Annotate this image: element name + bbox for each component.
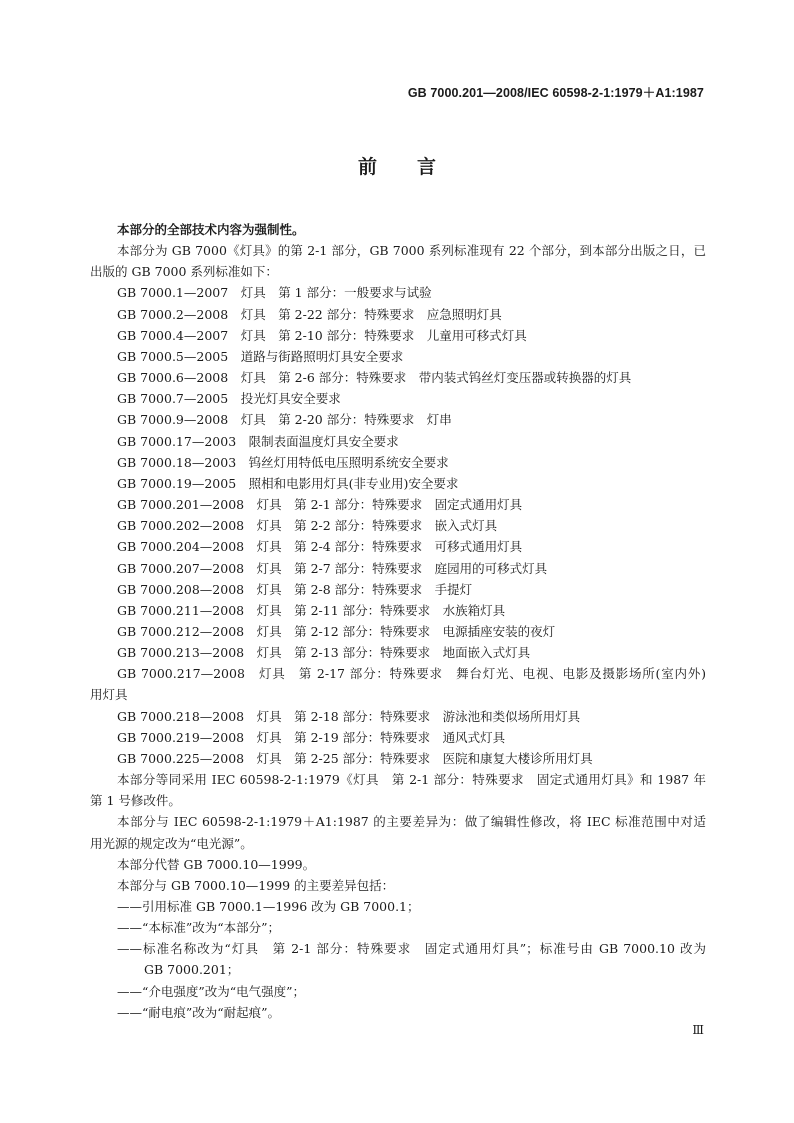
standard-item: GB 7000.219—2008 灯具 第 2-19 部分：特殊要求 通风式灯具: [117, 729, 506, 745]
standard-item: GB 7000.5—2005 道路与街路照明灯具安全要求: [117, 348, 404, 364]
standard-item: GB 7000.201—2008 灯具 第 2-1 部分：特殊要求 固定式通用灯具: [117, 497, 523, 513]
standard-item: GB 7000.212—2008 灯具 第 2-12 部分：特殊要求 电源插座安装的夜灯: [117, 623, 556, 639]
standard-item: GB 7000.204—2008 灯具 第 2-4 部分：特殊要求 可移式通用灯具: [117, 539, 523, 555]
adoption-paragraph-line1: 本部分等同采用 IEC 60598-2-1:1979《灯具 第 2-1 部分：特殊要求 固定式通用灯具》和 1987 年: [117, 772, 706, 788]
standard-item-217-line1: GB 7000.217—2008 灯具 第 2-17 部分：特殊要求 舞台灯光、电视、电影及摄影场所(室内外): [117, 666, 706, 682]
standard-item: GB 7000.19—2005 照相和电影用灯具(非专业用)安全要求: [117, 475, 459, 491]
standard-item: GB 7000.218—2008 灯具 第 2-18 部分：特殊要求 游泳池和类似场所用灯具: [117, 708, 581, 724]
foreword-body: [90, 219, 706, 1023]
standard-item: GB 7000.207—2008 灯具 第 2-7 部分：特殊要求 庭园用的可移式灯具: [117, 560, 548, 576]
standards-list: [90, 282, 706, 769]
page-number: Ⅲ: [692, 1023, 704, 1037]
standard-item: GB 7000.9—2008 灯具 第 2-20 部分：特殊要求 灯串: [117, 412, 452, 428]
standard-item: GB 7000.17—2003 限制表面温度灯具安全要求: [117, 433, 399, 449]
replacement-statement: 本部分代替 GB 7000.10—1999。: [117, 856, 316, 872]
change-item-name-line1: ——标准名称改为“灯具 第 2-1 部分：特殊要求 固定式通用灯具”；标准号由 GB 7000.10 改为: [117, 941, 706, 957]
change-item-name-line2: GB 7000.201；: [144, 962, 240, 978]
standard-item: GB 7000.202—2008 灯具 第 2-2 部分：特殊要求 嵌入式灯具: [117, 518, 498, 534]
standard-item: GB 7000.225—2008 灯具 第 2-25 部分：特殊要求 医院和康复大楼诊所用灯具: [117, 750, 593, 766]
standard-item-217-line2: 用灯具: [90, 687, 128, 703]
adoption-paragraph-line2: 第 1 号修改件。: [90, 793, 181, 809]
standard-item: GB 7000.211—2008 灯具 第 2-11 部分：特殊要求 水族箱灯具: [117, 602, 506, 618]
change-item: ——“耐电痕”改为“耐起痕”。: [117, 1004, 281, 1020]
standard-item: GB 7000.18—2003 钨丝灯用特低电压照明系统安全要求: [117, 454, 449, 470]
standard-item: GB 7000.2—2008 灯具 第 2-22 部分：特殊要求 应急照明灯具: [117, 306, 502, 322]
intro-paragraph-line1: 本部分为 GB 7000《灯具》的第 2-1 部分，GB 7000 系列标准现有 22 个部分，到本部分出版之日，已: [117, 243, 706, 259]
difference-paragraph-line2: 用光源的规定改为“电光源”。: [90, 835, 253, 851]
title-char-2: 言: [417, 156, 437, 178]
standard-item: GB 7000.208—2008 灯具 第 2-8 部分：特殊要求 手提灯: [117, 581, 473, 597]
intro-paragraph-line2: 出版的 GB 7000 系列标准如下：: [90, 264, 278, 280]
mandatory-statement: 本部分的全部技术内容为强制性。: [117, 222, 305, 237]
change-item: ——“本标准”改为“本部分”；: [117, 920, 281, 936]
change-item: ——“介电强度”改为“电气强度”；: [117, 983, 306, 999]
change-item: ——引用标准 GB 7000.1—1996 改为 GB 7000.1；: [117, 899, 420, 914]
difference-paragraph-line1: 本部分与 IEC 60598-2-1:1979＋A1:1987 的主要差异为：做了编辑性修改，将 IEC 标准范围中对适: [117, 814, 706, 830]
standard-item: GB 7000.6—2008 灯具 第 2-6 部分：特殊要求 带内装式钨丝灯变压器或转换器的灯具: [117, 370, 632, 386]
standard-item: GB 7000.4—2007 灯具 第 2-10 部分：特殊要求 儿童用可移式灯具: [117, 327, 527, 343]
changes-list: [90, 896, 706, 1023]
standard-item: GB 7000.1—2007 灯具 第 1 部分：一般要求与试验: [117, 285, 432, 301]
standard-item: GB 7000.7—2005 投光灯具安全要求: [117, 391, 341, 407]
page-title: [0, 152, 794, 179]
standard-item: GB 7000.213—2008 灯具 第 2-13 部分：特殊要求 地面嵌入式灯具: [117, 645, 531, 661]
changes-intro: 本部分与 GB 7000.10—1999 的主要差异包括：: [117, 877, 395, 893]
standard-code-header: GB 7000.201—2008/IEC 60598-2-1:1979＋A1:1987: [407, 86, 704, 100]
title-char-1: 前: [357, 156, 377, 178]
